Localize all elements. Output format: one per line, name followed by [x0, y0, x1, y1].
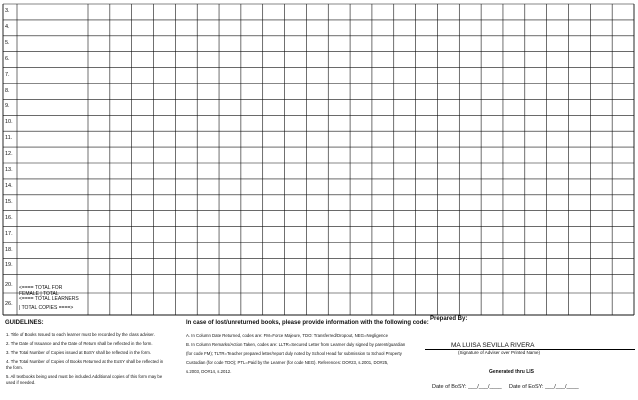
signature-caption: (Signature of Adviser over Printed Name)	[458, 350, 541, 355]
row-number: 15.	[5, 198, 13, 205]
total-female-label: <==== TOTAL FOR FEMALE | TOTAL	[19, 285, 63, 297]
lost-books-line: A. In Column Date Returned, codes are: FM=Force Majeure, TDO: Transferred/Dropout, NEG=Negligence	[186, 333, 388, 338]
row-number: 11.	[5, 135, 13, 142]
total-learners-label: <==== TOTAL LEARNERS	[19, 296, 79, 302]
prepared-by-label: Prepared By:	[430, 316, 468, 322]
row-number: 17.	[5, 230, 13, 237]
guidelines-heading: GUIDELINES:	[5, 320, 44, 326]
eosy-date-field[interactable]: Date of EoSY: ___/___/____	[509, 384, 579, 390]
lost-books-line: (for code FM); TLTR=Teacher prepared letter/report duly noted by School Head for submission to School Property	[186, 351, 402, 356]
lost-books-heading: In case of lost/unreturned books, please provide information with the following code:	[186, 320, 429, 326]
guideline-item: 5. All textbooks being used must be included.Additional copies of this form may be	[6, 374, 163, 379]
adviser-name: MA LUISA SEVILLA RIVERA	[451, 342, 535, 349]
row-number: 3.	[5, 8, 10, 14]
bosy-date-field[interactable]: Date of BoSY: ___/___/____	[432, 384, 502, 390]
row-number: 4.	[5, 23, 10, 30]
guideline-item: 1. Title of Books Issued to each learner must be recorded by the class adviser.	[6, 332, 155, 337]
grid-lines	[3, 4, 634, 315]
row-number: 7.	[5, 71, 10, 78]
row-number: 18.	[5, 246, 13, 253]
guideline-item: 2. The Date of Issuance and the Date of Return shall be reflected in the form.	[6, 341, 153, 346]
guideline-item: used if needed.	[6, 380, 36, 385]
row-number: 10.	[5, 119, 13, 126]
lost-books-line: B. In Column Remarks/Action Taken, codes are: LLTR=Secured Letter from Learner duly signed by parent/guardian	[186, 342, 406, 347]
row-number: 19.	[5, 262, 13, 269]
row-number: 16.	[5, 214, 13, 221]
row-number-20: 20.	[5, 282, 13, 288]
row-number-26: 26.	[5, 301, 13, 307]
generated-note: Generated thru LIS	[489, 369, 535, 375]
row-number: 13.	[5, 167, 13, 173]
row-number: 12.	[5, 151, 13, 158]
row-number: 9.	[5, 103, 10, 110]
lost-books-line: s.2003, DO#14, s.2012.	[186, 369, 232, 374]
guideline-item: 3. The Total Number of Copies issued at BoSY shall be reflected in the form.	[6, 350, 151, 355]
row-number: 5.	[5, 39, 10, 46]
guideline-item: the form.	[6, 365, 23, 370]
row-number: 6.	[5, 55, 10, 62]
total-copies-label: | TOTAL COPIES ====>	[19, 305, 74, 311]
guideline-item: 4. The Total Number of Copies of Books Returned at the EoSY shall be reflected in	[6, 359, 164, 364]
row-number: 14.	[5, 182, 13, 189]
lost-books-line: Custodian (for code TDO); PTL=Paid by the Learner (for code NEG). References: DO#23, s.2001, DO#25,	[186, 360, 389, 365]
row-number: 8.	[5, 87, 10, 94]
